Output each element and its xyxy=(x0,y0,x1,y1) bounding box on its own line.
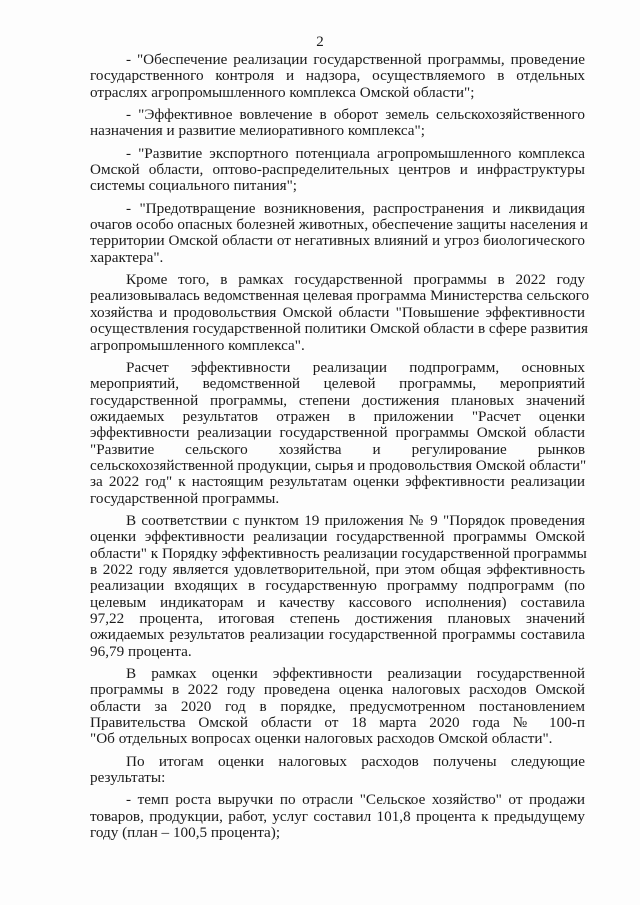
paragraph-subprogram-3 xyxy=(90,146,585,195)
paragraph-subprogram-4 xyxy=(90,199,588,266)
page-number: 2 xyxy=(316,34,324,50)
text-line: очагов особо опасных болезней животных, обеспечение защиты населения и xyxy=(90,216,588,234)
text-line: назначения и развитие мелиоративного комплекса"; xyxy=(90,122,425,140)
text-line: в 2022 году является удовлетворительной, при этом общая эффективность xyxy=(90,560,585,578)
text-line: "Развитие сельского хозяйства и регулирование рынков xyxy=(90,440,585,458)
text-line: году (план – 100,5 процента); xyxy=(90,824,281,842)
text-line: государственной программы. xyxy=(90,489,280,507)
text-line: - "Предотвращение возникновения, распространения и ликвидация xyxy=(126,199,585,217)
text-line: - темп роста выручки по отрасли "Сельское хозяйство" от продажи xyxy=(126,791,585,809)
text-line: реализации входящих в государственную программу подпрограмм (по xyxy=(90,577,585,595)
text-line: государственного контроля и надзора, осуществляемого в отдельных xyxy=(90,67,585,85)
text-line: - "Эффективное вовлечение в оборот земель сельскохозяйственного xyxy=(126,106,585,124)
text-line: Омской области, оптово-распределительных центров и инфраструктуры xyxy=(90,161,585,179)
text-line: области" к Порядку эффективность реализации государственной программы xyxy=(90,544,587,562)
text-line: результаты: xyxy=(90,769,166,787)
text-line: территории Омской области от негативных влияний и угроз биологического xyxy=(90,232,585,250)
paragraph-subprogram-2 xyxy=(90,107,585,140)
text-line: эффективности реализации государственной программы Омской области xyxy=(90,424,585,442)
text-line: хозяйства и продовольствия Омской области "Повышение эффективности xyxy=(90,303,585,321)
paragraph-efficiency-result xyxy=(90,513,585,660)
text-line: за 2022 год" к настоящим результатам оценки эффективности реализации xyxy=(90,473,585,491)
paragraph-revenue-growth xyxy=(90,792,585,841)
text-line: 97,22 процента, итоговая степень достижения плановых значений xyxy=(90,610,585,627)
text-line: - "Обеспечение реализации государственной программы, проведение xyxy=(126,51,585,68)
text-line: Расчет эффективности реализации подпрограмм, основных xyxy=(126,358,585,376)
text-line: сельскохозяйственной продукции, сырья и продовольствия Омской области" xyxy=(90,456,587,474)
document-body xyxy=(90,51,590,847)
text-line: В соответствии с пунктом 19 приложения № 9 "Порядок проведения xyxy=(126,511,585,529)
text-line: По итогам оценки налоговых расходов получены следующие xyxy=(126,752,585,770)
text-line: ожидаемых результатов реализации государственной программы составила xyxy=(90,626,585,644)
paragraph-efficiency-calculation xyxy=(90,360,585,507)
text-line: ожидаемых результатов отражен в приложении "Расчет оценки xyxy=(90,407,585,425)
text-line: Правительства Омской области от 18 марта 2020 года № 100-п xyxy=(90,714,585,732)
text-line: товаров, продукции, работ, услуг составил 101,8 процента к предыдущему xyxy=(90,807,585,825)
text-line: 96,79 процента. xyxy=(90,642,192,660)
paragraph-departmental-program xyxy=(90,271,590,354)
paragraph-results-intro xyxy=(90,754,585,787)
text-line: "Об отдельных вопросах оценки налоговых расходов Омской области". xyxy=(90,730,553,748)
text-line: области за 2020 год в порядке, предусмотренном постановлением xyxy=(90,697,585,715)
paragraph-tax-expenses xyxy=(90,666,585,748)
text-line: оценки эффективности реализации государственной программы Омской xyxy=(90,528,585,546)
text-line: системы социального питания"; xyxy=(90,177,298,195)
text-line: реализовывалась ведомственная целевая программа Министерства сельского xyxy=(90,287,590,305)
paragraph-subprogram-1 xyxy=(90,52,585,101)
text-line: агропромышленного комплекса". xyxy=(90,336,305,354)
text-line: Кроме того, в рамках государственной программы в 2022 году xyxy=(126,271,585,289)
text-line: В рамках оценки эффективности реализации государственной xyxy=(126,665,585,683)
text-line: мероприятий, ведомственной целевой программы, мероприятий xyxy=(90,375,585,393)
text-line: отраслях агропромышленного комплекса Омской области"; xyxy=(90,83,475,101)
text-line: государственной программы, степени достижения плановых значений xyxy=(90,391,585,409)
text-line: целевым индикаторам и качеству кассового исполнения) составила xyxy=(90,593,585,611)
text-line: - "Развитие экспортного потенциала агропромышленного комплекса xyxy=(126,144,585,162)
text-line: программы в 2022 году проведена оценка налоговых расходов Омской xyxy=(90,681,585,699)
text-line: осуществления государственной политики Омской области в сфере развития xyxy=(90,320,588,338)
text-line: характера". xyxy=(90,248,164,266)
